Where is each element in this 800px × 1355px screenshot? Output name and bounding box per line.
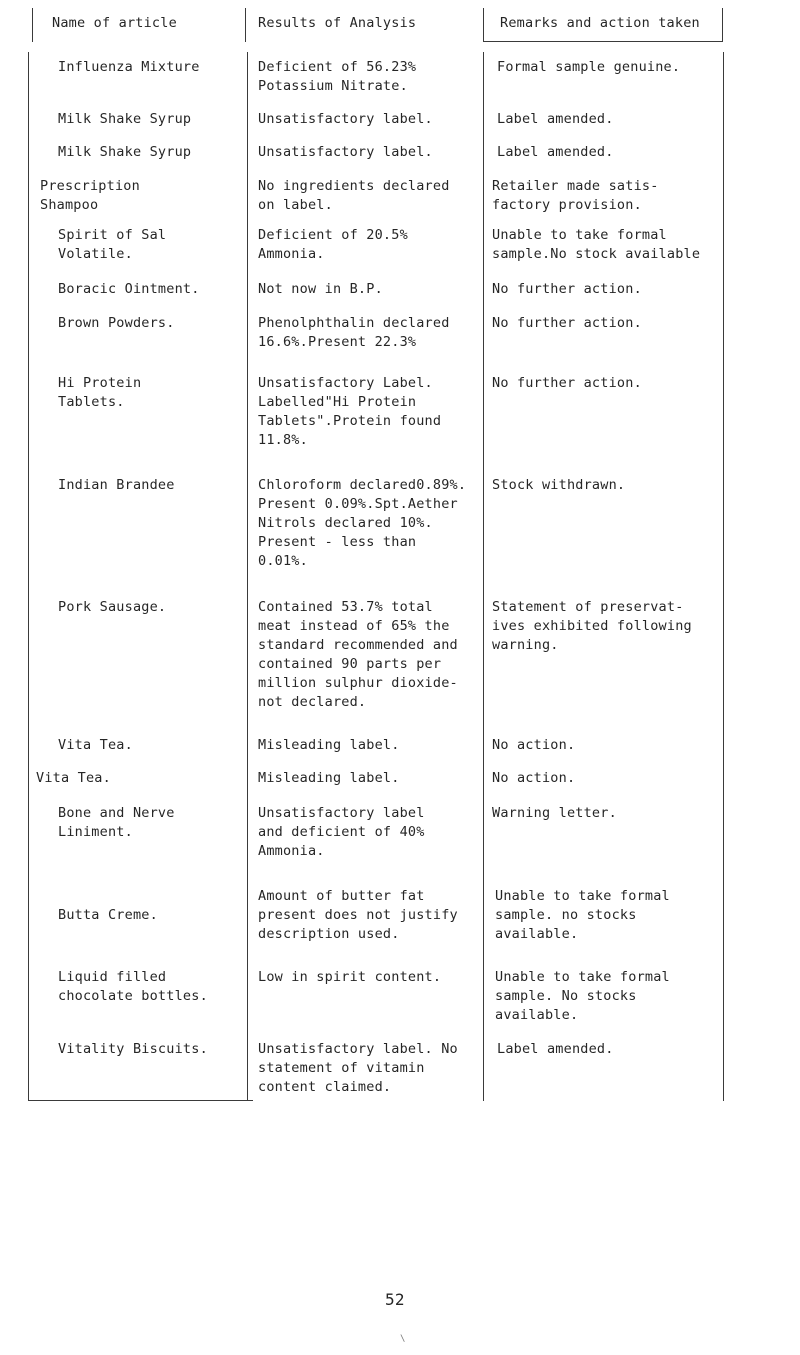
row-10-remarks: Statement of preservat- ives exhibited following warning. — [492, 599, 692, 653]
row-13-results: Unsatisfactory label and deficient of 40% Ammonia. — [258, 805, 425, 859]
header-divider-1 — [245, 8, 246, 42]
row-1-results: Deficient of 56.23% Potassium Nitrate. — [258, 59, 417, 94]
table-bottom-rule — [28, 1100, 253, 1101]
header-bottom-rule — [483, 41, 723, 42]
row-9-results: Chloroform declared0.89%. Present 0.09%.Spt.Aether Nitrols declared 10%. Present - less than 0.01%. — [258, 477, 467, 569]
row-11-results: Misleading label. — [258, 737, 400, 753]
row-2-name: Milk Shake Syrup — [58, 111, 192, 127]
header-results-of-analysis: Results of Analysis — [258, 15, 417, 31]
row-4-remarks: Retailer made satis- factory provision. — [492, 178, 659, 213]
row-16-name: Vitality Biscuits. — [58, 1041, 208, 1057]
header-left-border — [32, 8, 33, 42]
row-14-remarks: Unable to take formal sample. no stocks available. — [495, 888, 670, 942]
row-7-results: Phenolphthalin declared 16.6%.Present 22.3% — [258, 315, 450, 350]
row-5-remarks: Unable to take formal sample.No stock available — [492, 227, 701, 262]
row-12-name: Vita Tea. — [36, 770, 111, 786]
table-divider-2 — [483, 52, 484, 1101]
row-12-remarks: No action. — [492, 770, 576, 786]
row-12-results: Misleading label. — [258, 770, 400, 786]
row-13-name: Bone and Nerve Liniment. — [58, 805, 175, 840]
header-name-of-article: Name of article — [52, 15, 177, 31]
row-15-remarks: Unable to take formal sample. No stocks available. — [495, 969, 670, 1023]
row-8-remarks: No further action. — [492, 375, 642, 391]
row-3-results: Unsatisfactory label. — [258, 144, 433, 160]
row-10-name: Pork Sausage. — [58, 599, 167, 615]
header-right-border — [722, 8, 723, 42]
footer-mark: \ — [400, 1334, 406, 1344]
row-14-name: Butta Creme. — [58, 907, 158, 923]
row-13-remarks: Warning letter. — [492, 805, 617, 821]
row-6-remarks: No further action. — [492, 281, 642, 297]
table-left-border — [28, 52, 29, 1101]
row-6-results: Not now in B.P. — [258, 281, 383, 297]
row-5-results: Deficient of 20.5% Ammonia. — [258, 227, 408, 262]
row-3-name: Milk Shake Syrup — [58, 144, 192, 160]
row-2-remarks: Label amended. — [497, 111, 614, 127]
row-7-remarks: No further action. — [492, 315, 642, 331]
row-6-name: Boracic Ointment. — [58, 281, 200, 297]
row-11-name: Vita Tea. — [58, 737, 133, 753]
row-16-remarks: Label amended. — [497, 1041, 614, 1057]
row-4-name: Prescription Shampoo — [40, 178, 140, 213]
table-divider-1 — [247, 52, 248, 1101]
row-3-remarks: Label amended. — [497, 144, 614, 160]
row-16-results: Unsatisfactory label. No statement of vitamin content claimed. — [258, 1041, 458, 1095]
table-right-border — [723, 52, 724, 1101]
row-9-remarks: Stock withdrawn. — [492, 477, 626, 493]
row-5-name: Spirit of Sal Volatile. — [58, 227, 167, 262]
row-2-results: Unsatisfactory label. — [258, 111, 433, 127]
header-divider-2 — [483, 8, 484, 42]
row-7-name: Brown Powders. — [58, 315, 175, 331]
row-10-results: Contained 53.7% total meat instead of 65% the standard recommended and contained 90 parts per million sulphur dioxide- not declared. — [258, 599, 458, 710]
row-4-results: No ingredients declared on label. — [258, 178, 450, 213]
row-11-remarks: No action. — [492, 737, 576, 753]
header-remarks-and-action: Remarks and action taken — [500, 15, 700, 31]
row-8-name: Hi Protein Tablets. — [58, 375, 142, 410]
row-15-name: Liquid filled chocolate bottles. — [58, 969, 208, 1004]
row-8-results: Unsatisfactory Label. Labelled"Hi Protein Tablets".Protein found 11.8%. — [258, 375, 442, 448]
row-14-results: Amount of butter fat present does not justify description used. — [258, 888, 458, 942]
row-15-results: Low in spirit content. — [258, 969, 442, 985]
row-1-name: Influenza Mixture — [58, 59, 200, 75]
page-number: 52 — [385, 1290, 405, 1309]
row-1-remarks: Formal sample genuine. — [497, 59, 681, 75]
row-9-name: Indian Brandee — [58, 477, 175, 493]
